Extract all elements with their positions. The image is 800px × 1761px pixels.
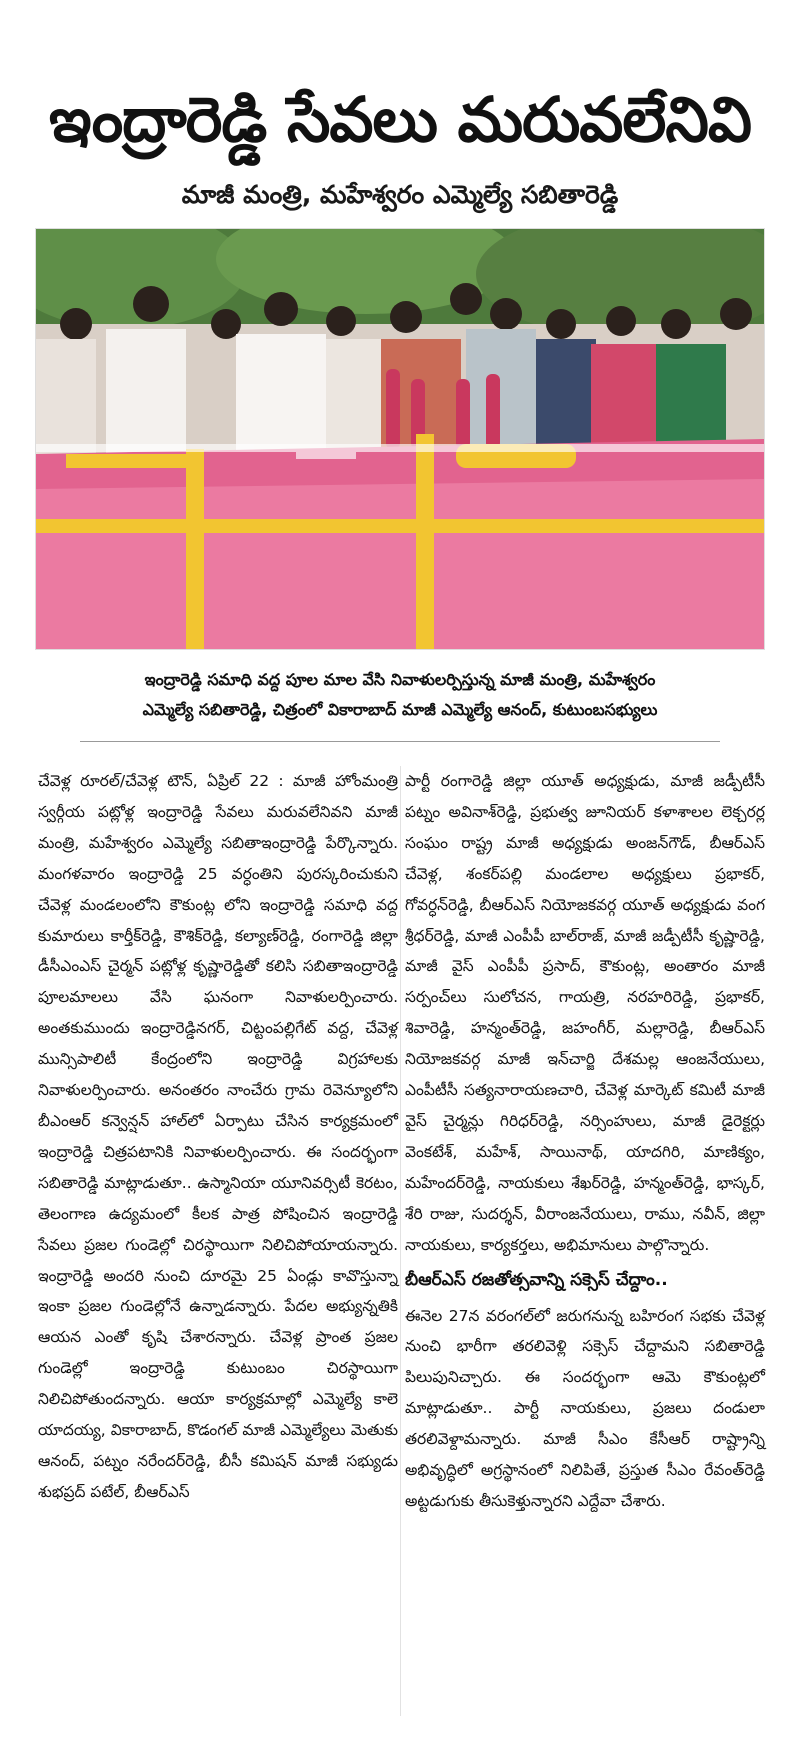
memorial-photo-illustration [36, 229, 764, 649]
caption-divider [80, 741, 720, 742]
news-photo [35, 228, 765, 650]
caption-line-2: ఎమ్మెల్యే సబితారెడ్డి, చిత్రంలో వికారాబాద్ మాజీ ఎమ్మెల్యే ఆనంద్, కుటుంబసభ్యులు [142, 700, 658, 719]
caption-line-1: ఇంద్రారెడ్డి సమాధి వద్ద పూల మాల వేసి నివాళులర్పిస్తున్న మాజీ మంత్రి, మహేశ్వరం [144, 670, 656, 689]
subheadline: మాజీ మంత్రి, మహేశ్వరం ఎమ్మెల్యే సబితారెడ్డి [181, 180, 619, 209]
headline: ఇంద్రారెడ్డి సేవలు మరువలేనివి [49, 83, 751, 156]
article-column-left [38, 766, 398, 1508]
photo-caption [80, 665, 720, 725]
section-subheading: బీఆర్‌ఎస్ రజతోత్సవాన్ని సక్సెస్ చేద్దాం.. [405, 1269, 668, 1290]
column-divider [400, 766, 401, 1716]
article-column-right [405, 766, 765, 1517]
article-body-left: చేవెళ్ల రూరల్/చేవెళ్ల టౌన్, ఏప్రిల్ 22 : మాజీ హోంమంత్రి స్వర్గీయ పట్లోళ్ల ఇంద్రారెడ్డి సేవలు మరువలేనివని మాజీ మంత్రి, మహేశ్వరం ఎమ్మెల్యే సబితాఇంద్రారెడ్డి పేర్కొన్నారు. మంగళవారం ఇంద్రారెడ్డి 25 వర్ధంతిని పురస్కరించుకుని చేవెళ్ల మండలంలోని కౌకుంట్ల లోని ఇంద్రారెడ్డి సమాధి వద్ద కుమారులు కార్తీక్‌రెడ్డి, కౌశిక్‌రెడ్డి, కల్యాణ్‌రెడ్డి, రంగారెడ్డి జిల్లా డీసీఎంఎస్ చైర్మన్ పట్లోళ్ల కృష్ణారెడ్డితో కలిసి సబితాఇంద్రారెడ్డి పూలమాలలు వేసి ఘనంగా నివాళులర్పించారు. అంతకుముందు ఇంద్రారెడ్డినగర్, చిట్టంపల్లిగేట్ వద్ద, చేవెళ్ల మున్సిపాలిటీ కేంద్రంలోని ఇంద్రారెడ్డి విగ్రహాలకు నివాళులర్పించారు. అనంతరం నాంచేరు గ్రామ రెవెన్యూలోని బీఎంఆర్ కన్వెన్షన్ హాల్‌లో ఏర్పాటు చేసిన కార్యక్రమంలో ఇంద్రారెడ్డి చిత్రపటానికి నివాళులర్పించారు. ఈ సందర్భంగా సబితారెడ్డి మాట్లాడుతూ.. ఉస్మానియా యూనివర్సిటీ కెరటం, తెలంగాణ ఉద్యమంలో కీలక పాత్ర పోషించిన ఇంద్రారెడ్డి సేవలు ప్రజల గుండెల్లో చిరస్థాయిగా నిలిచిపోయాయన్నారు. ఇంద్రారెడ్డి అందరి నుంచి దూరమై 25 ఏండ్లు కావొస్తున్నా ఇంకా ప్రజల గుండెల్లోనే ఉన్నాడన్నారు. పేదల అభ్యున్నతికి ఆయన ఎంతో కృషి చేశారన్నారు. చేవెళ్ల ప్రాంత ప్రజల గుండెల్లో ఇంద్రారెడ్డి కుటుంబం చిరస్థాయిగా నిలిచిపోతుందన్నారు. ఆయా కార్యక్రమాల్లో ఎమ్మెల్యే కాలె యాదయ్య, వికారాబాద్, కొడంగల్ మాజీ ఎమ్మెల్యేలు మెతుకు ఆనంద్, పట్నం నరేందర్‌రెడ్డి, బీసీ కమిషన్ మాజీ సభ్యుడు శుభప్రద్ పటేల్, బీఆర్‌ఎస్ [38, 772, 398, 1501]
article-body-right: పార్టీ రంగారెడ్డి జిల్లా యూత్ అధ్యక్షుడు, మాజీ జడ్పీటీసీ పట్నం అవినాశ్‌రెడ్డి, ప్రభుత్వ జూనియర్ కళాశాలల లెక్చరర్ల సంఘం రాష్ట్ర మాజీ అధ్యక్షుడు అంజన్‌గౌడ్, బీఆర్‌ఎస్ చేవెళ్ల, శంకర్‌పల్లి మండలాల అధ్యక్షులు ప్రభాకర్, గోవర్ధన్‌రెడ్డి, బీఆర్‌ఎస్ నియోజకవర్గ యూత్ అధ్యక్షుడు వంగ శ్రీధర్‌రెడ్డి, మాజీ ఎంపీపీ బాల్‌రాజ్, మాజీ జడ్పీటీసీ కృష్ణారెడ్డి, మాజీ వైస్ ఎంపీపీ ప్రసాద్, కౌకుంట్ల, అంతారం మాజీ సర్పంచ్‌లు సులోచన, గాయత్రి, నరహరిరెడ్డి, ప్రభాకర్, శివారెడ్డి, హన్మంత్‌రెడ్డి, జహంగీర్, మల్లారెడ్డి, బీఆర్‌ఎస్ నియోజకవర్గ మాజీ ఇన్‌చార్జి దేశమల్ల ఆంజనేయులు, ఎంపీటీసీ సత్యనారాయణచారి, చేవెళ్ల మార్కెట్ కమిటీ మాజీ వైస్ చైర్మన్లు గిరిధర్‌రెడ్డి, నర్సింహులు, మాజీ డైరెక్టర్లు వెంకటేశ్, మహేశ్, సాయినాథ్, యాదగిరి, మాణిక్యం, మహేందర్‌రెడ్డి, నాయకులు శేఖర్‌రెడ్డి, హన్మంత్‌రెడ్డి, భాస్కర్, శేరి రాజు, సుదర్శన్, వీరాంజనేయులు, రాము, నవీన్, జిల్లా నాయకులు, కార్యకర్తలు, అభిమానులు పాల్గొన్నారు. [405, 772, 765, 1254]
article-body-right-2: ఈనెల 27న వరంగల్‌లో జరుగనున్న బహిరంగ సభకు చేవెళ్ల నుంచి భారీగా తరలివెళ్లి సక్సెస్ చేద్దామని సబితారెడ్డి పిలుపునిచ్చారు. ఈ సందర్భంగా ఆమె కౌకుంట్లలో మాట్లాడుతూ.. పార్టీ నాయకులు, ప్రజలు దండులా తరలివెళ్దామన్నారు. మాజీ సీఎం కేసీఆర్ రాష్ట్రాన్ని అభివృద్ధిలో అగ్రస్థానంలో నిలిపితే, ప్రస్తుత సీఎం రేవంత్‌రెడ్డి అట్టడుగుకు తీసుకెళ్తున్నారని ఎద్దేవా చేశారు. [405, 1306, 765, 1510]
